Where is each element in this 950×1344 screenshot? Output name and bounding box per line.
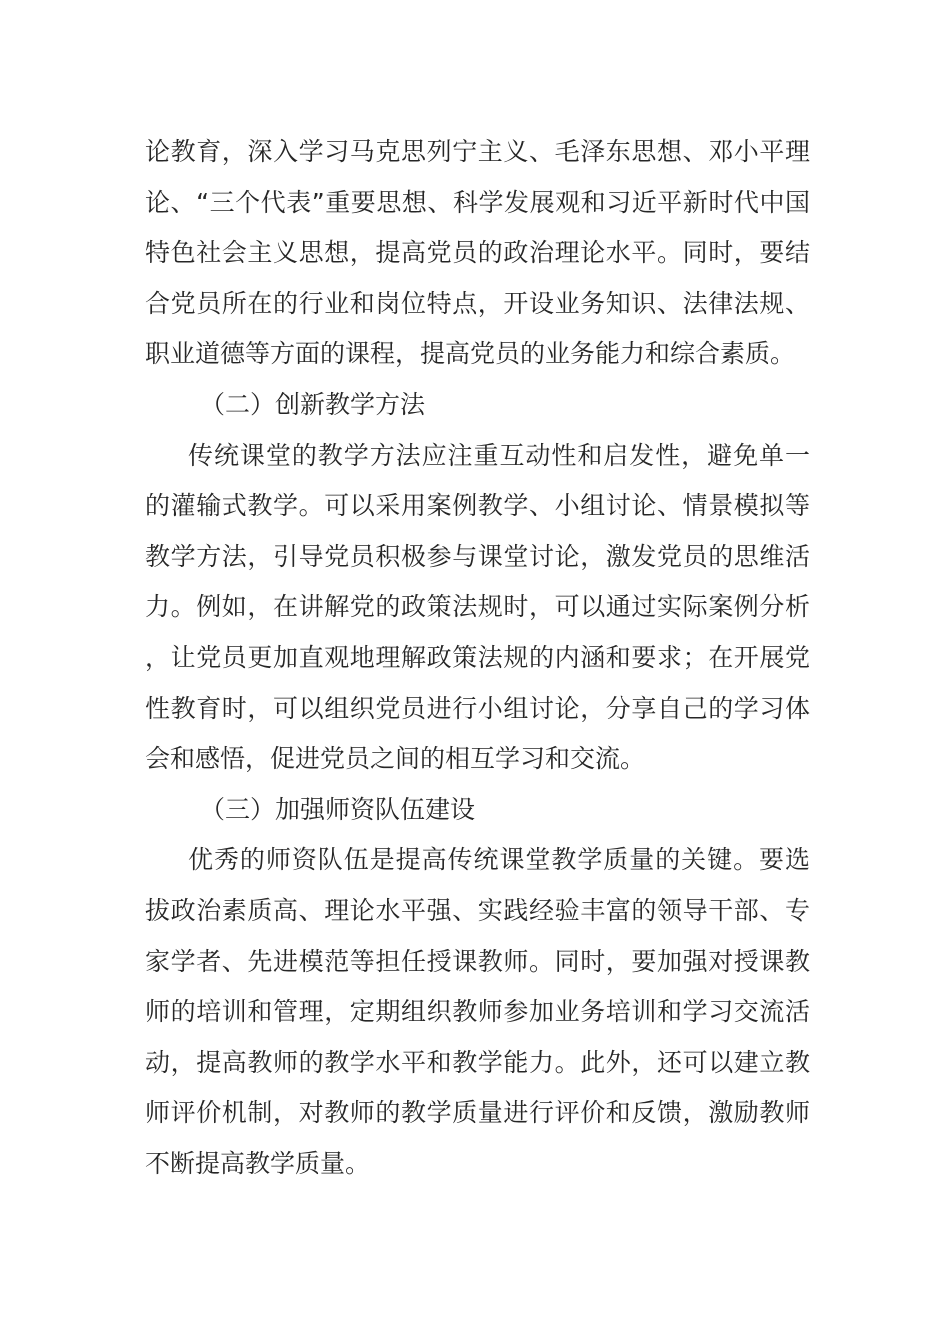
paragraph-political-theory-courses: 论教育，深入学习马克思列宁主义、毛泽东思想、邓小平理论、“三个代表”重要思想、科学发展观和习近平新时代中国特色社会主义思想，提高党员的政治理论水平。同时，要结合党员所在的行业和岗位特点，开设业务知识、法律法规、职业道德等方面的课程，提高党员的业务能力和综合素质。 — [145, 137, 810, 369]
document-body — [145, 127, 810, 1189]
paragraph-teaching-staff: 优秀的师资队伍是提高传统课堂教学质量的关键。要选拔政治素质高、理论水平强、实践经验丰富的领导干部、专家学者、先进模范等担任授课教师。同时，要加强对授课教师的培训和管理，定期组织教师参加业务培训和学习交流活动，提高教师的教学水平和教学能力。此外，还可以建立教师评价机制，对教师的教学质量进行评价和反馈，激励教师不断提高教学质量。 — [145, 845, 810, 1178]
section-heading-teaching-methods: （二）创新教学方法 — [200, 389, 426, 419]
paragraph-teaching-methods: 传统课堂的教学方法应注重互动性和启发性，避免单一的灌输式教学。可以采用案例教学、小组讨论、情景模拟等教学方法，引导党员积极参与课堂讨论，激发党员的思维活力。例如，在讲解党的政策法规时，可以通过实际案例分析，让党员更加直观地理解政策法规的内涵和要求；在开展党性教育时，可以组织党员进行小组讨论，分享自己的学习体会和感悟，促进党员之间的相互学习和交流。 — [145, 440, 810, 774]
section-heading-teaching-staff: （三）加强师资队伍建设 — [200, 794, 476, 824]
